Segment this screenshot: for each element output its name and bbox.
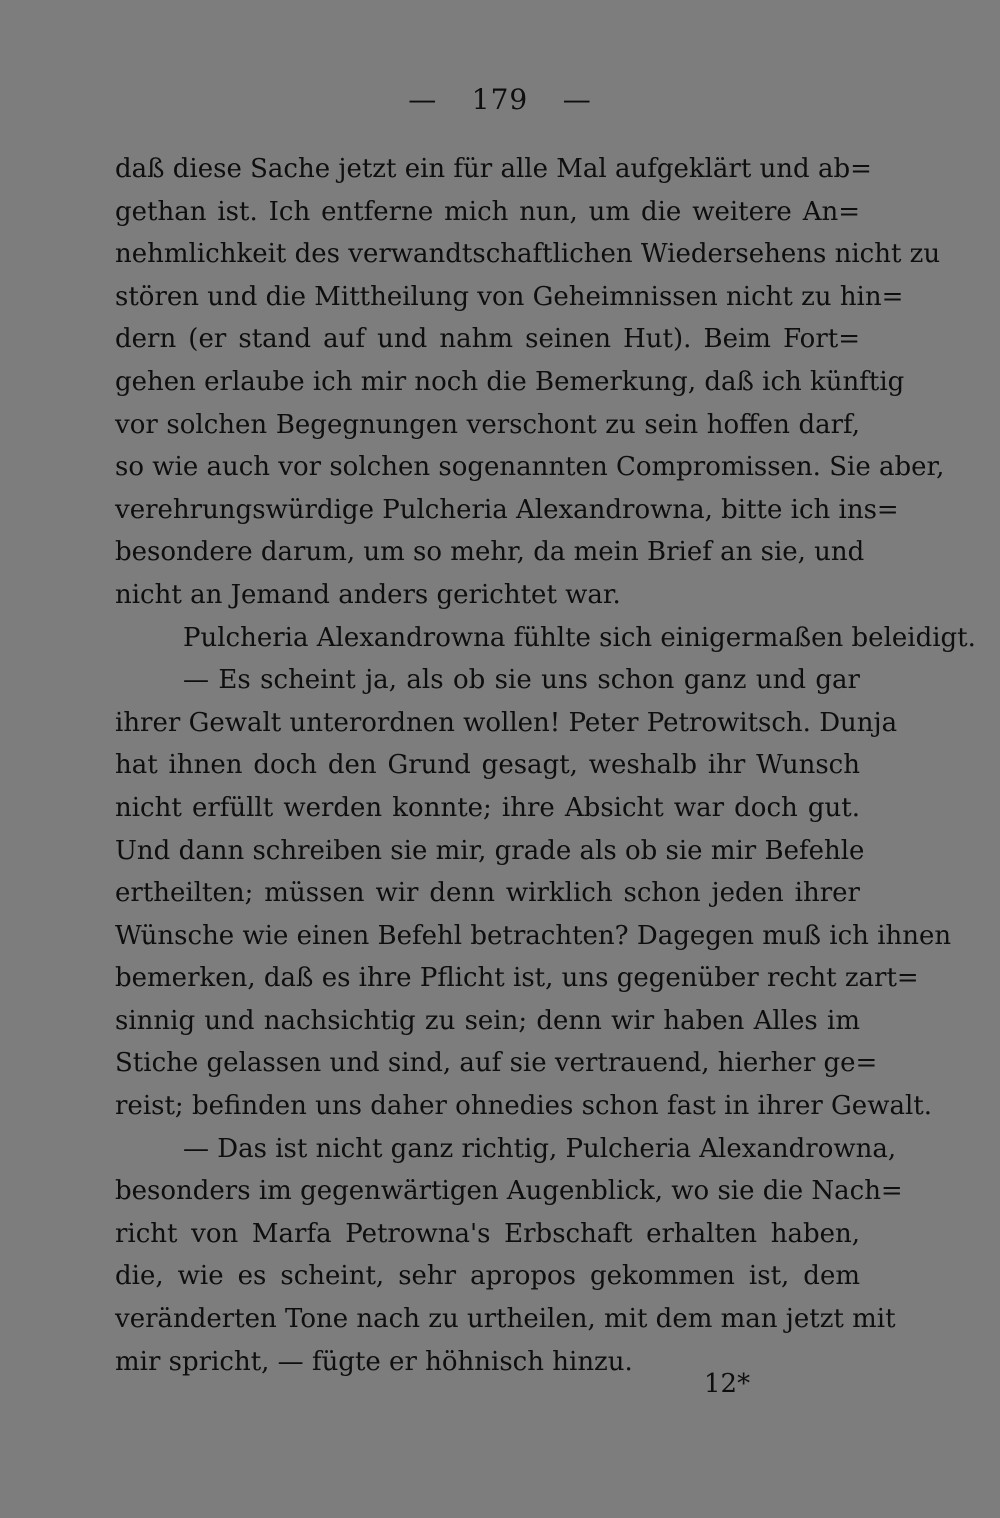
text-line: nicht erfüllt werden konnte; ihre Absicht war doch gut. [115,792,860,823]
text-line: verehrungswürdige Pulcheria Alexandrowna, bitte ich ins= [115,494,899,525]
text-line: veränderten Tone nach zu urtheilen, mit dem man jetzt mit [115,1304,896,1335]
text-line: besonders im gegenwärtigen Augenblick, wo sie die Nach= [115,1176,903,1207]
header-dash-right: — [562,83,592,116]
text-line: ihrer Gewalt unterordnen wollen! Peter Petrowitsch. Dunja [115,707,898,738]
text-line: daß diese Sache jetzt ein für alle Mal aufgeklärt und ab= [115,154,872,184]
text-line: so wie auch vor solchen sogenannten Compromissen. Sie aber, [115,452,945,483]
text-line: hat ihnen doch den Grund gesagt, weshalb ihr Wunsch [115,750,860,781]
text-line: Pulcheria Alexandrowna fühlte sich einigermaßen beleidigt. [183,622,976,653]
text-line: Wünsche wie einen Befehl betrachten? Dagegen muß ich ihnen [115,920,952,951]
header-dash-left: — [408,83,438,116]
text-line: sinnig und nachsichtig zu sein; denn wir haben Alles im [115,1005,860,1036]
page-number: 179 [471,83,529,116]
text-line: die, wie es scheint, sehr apropos gekommen ist, dem [115,1261,860,1292]
text-line: — Das ist nicht ganz richtig, Pulcheria Alexandrowna, [183,1133,897,1164]
text-line: nicht an Jemand anders gerichtet war. [115,579,621,610]
text-line: stören und die Mittheilung von Geheimnissen nicht zu hin= [115,281,904,312]
text-line: reist; befinden uns daher ohnedies schon fast in ihrer Gewalt. [115,1091,932,1122]
text-line: vor solchen Begegnungen verschont zu sein hoffen darf, [115,409,860,440]
text-line: — Es scheint ja, als ob sie uns schon ganz und gar [183,665,860,696]
text-line: besondere darum, um so mehr, da mein Brief an sie, und [115,537,865,568]
text-line: mir spricht, — fügte er höhnisch hinzu. [115,1346,633,1377]
text-line: Und dann schreiben sie mir, grade als ob sie mir Befehle [115,835,865,866]
text-line: dern (er stand auf und nahm seinen Hut). Beim Fort= [115,324,860,355]
body-text [115,148,976,1383]
signature-mark: 12* [704,1369,751,1399]
text-line: Stiche gelassen und sind, auf sie vertrauend, hierher ge= [115,1048,878,1079]
text-line: gehen erlaube ich mir noch die Bemerkung, daß ich künftig [115,366,905,397]
text-line: richt von Marfa Petrowna's Erbschaft erhalten haben, [115,1218,860,1249]
running-header [0,80,1000,120]
text-line: nehmlichkeit des verwandtschaftlichen Wiedersehens nicht zu [115,239,941,270]
text-line: bemerken, daß es ihre Pflicht ist, uns gegenüber recht zart= [115,963,919,994]
text-line: gethan ist. Ich entferne mich nun, um die weitere An= [115,196,860,227]
text-line: ertheilten; müssen wir denn wirklich schon jeden ihrer [115,878,860,909]
